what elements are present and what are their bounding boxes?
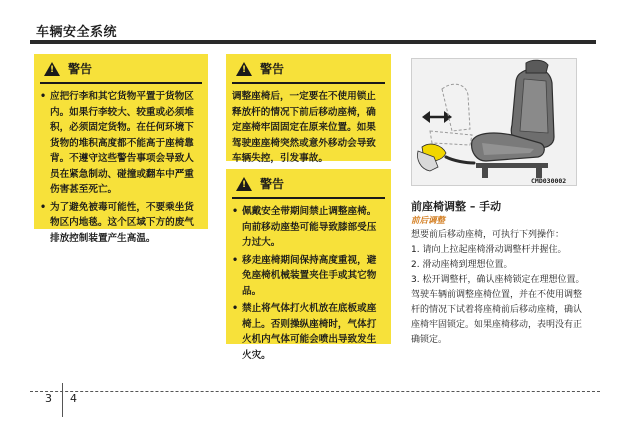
warning-divider (40, 82, 202, 84)
footer-separator (62, 383, 63, 417)
body-line: 2. 滑动座椅到理想位置。 (411, 260, 513, 270)
body-line: 1. 请向上拉起座椅滑动调整杆并握住。 (411, 245, 567, 255)
body-line: 3. 松开调整杆，确认座椅锁定在理想位置。驾驶车辆前调整座椅位置，并在不使用调整杆的情况下试着将座椅前后移动座椅，确认座椅牢固锁定。如果座椅移动，表明没有正确锁定。 (411, 275, 585, 345)
warning-item: • 移走座椅期间保持高度重视，避免座椅机械装置夹住手或其它物品。 (232, 253, 385, 300)
warning-label: 警告 (260, 62, 285, 76)
seat-adjustment-illustration-icon (412, 59, 576, 185)
footer-divider (30, 391, 600, 392)
warning-label: 警告 (68, 62, 93, 76)
section-title: 前座椅调整 – 手动 (411, 200, 502, 213)
figure-code: CMD030002 (531, 177, 567, 185)
warning-item: • 禁止将气体打火机放在底板或座椅上。否则操纵座椅时，气体打火机内气体可能会喷出导致发生火灾。 (232, 301, 385, 363)
section-header-title: 车辆安全系统 (36, 25, 118, 40)
warning-triangle-icon (236, 177, 252, 191)
warning-item: • 应把行李和其它货物平置于货物区内。如果行李较大、较重或必须堆积，必须固定货物。在任何环境下货物的堆积高度都不能高于座椅靠背。不遵守这些警告事项会导致人员在紧急制动、碰撞或翻车中严重伤害甚至死亡。 (40, 89, 202, 198)
header-rule (30, 40, 596, 44)
section-subtitle: 前后调整 (411, 216, 446, 226)
warning-item: • 佩戴安全带期间禁止调整座椅。向前移动座垫可能导致膝部受压力过大。 (232, 204, 385, 251)
warning-box-seat-adjust (226, 169, 391, 361)
warning-header (232, 175, 385, 192)
warning-triangle-icon (44, 62, 60, 76)
warning-item: • 为了避免被毒可能性，不要乘坐货物区内地毯。这个区域下方的废气排放控制装置产生高温。 (40, 200, 202, 247)
warning-header (40, 60, 202, 77)
warning-triangle-icon (236, 62, 252, 76)
seat-adjustment-figure (411, 58, 577, 186)
warning-header (232, 60, 385, 77)
body-line: 想要前后移动座椅，可执行下列操作： (411, 230, 565, 240)
warning-label: 警告 (260, 177, 285, 191)
warning-box-cargo (34, 54, 208, 244)
warning-divider (232, 197, 385, 199)
section-body (411, 228, 589, 348)
warning-text: 调整座椅后，一定要在不使用锁止释放杆的情况下前后移动座椅，确定座椅牢固固定在原来位置。如果驾驶座座椅突然或意外移动会导致车辆失控，引发事故。 (232, 91, 376, 164)
warning-divider (232, 82, 385, 84)
warning-box-seat-lock (226, 54, 391, 164)
page-number: 4 (70, 392, 77, 405)
chapter-number: 3 (45, 392, 52, 405)
